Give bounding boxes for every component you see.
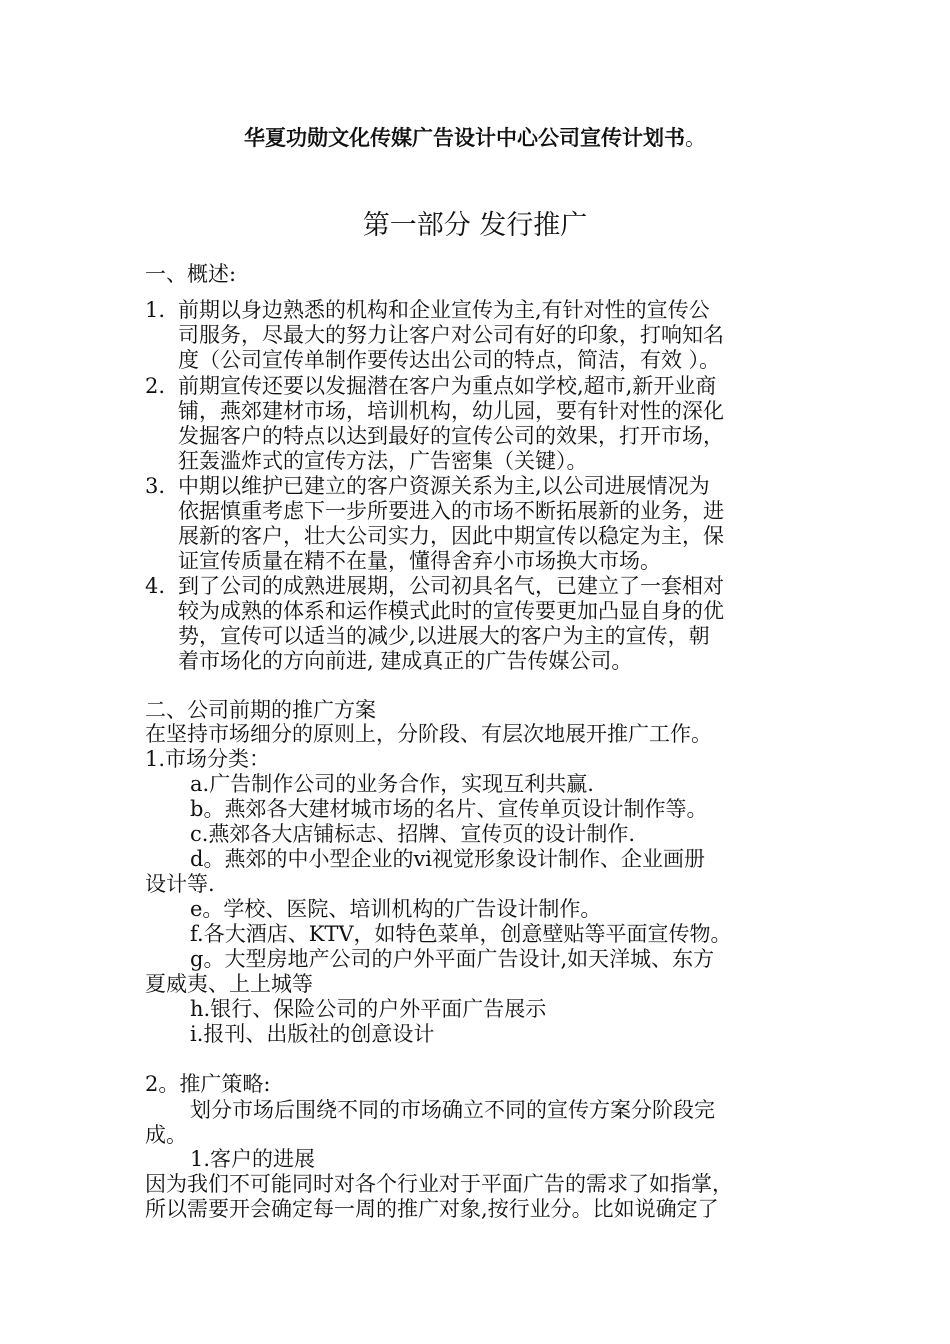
document-title bbox=[0, 122, 950, 152]
overview-item-number: 1. bbox=[145, 298, 166, 322]
market-item: i.报刊、出版社的创意设计 bbox=[190, 1022, 435, 1046]
overview-item-number: 4. bbox=[145, 574, 166, 598]
overview-item-line: 着市场化的方向前进, 建成真正的广告传媒公司。 bbox=[178, 649, 633, 673]
section2-principle: 在坚持市场细分的原则上，分阶段、有层次地展开推广工作。 bbox=[145, 722, 712, 746]
market-heading: 1.市场分类： bbox=[145, 747, 271, 771]
section2-heading: 二、公司前期的推广方案 bbox=[145, 698, 376, 722]
overview-item-line: 发掘客户的特点以达到最好的宣传公司的效果，打开市场， bbox=[178, 424, 724, 448]
overview-item-line: 依据慎重考虑下一步所要进入的市场不断拓展新的业务，进 bbox=[178, 499, 724, 523]
overview-item-line: 狂轰滥炸式的宣传方法，广告密集（关键）。 bbox=[178, 449, 588, 473]
strategy-line: 划分市场后围绕不同的市场确立不同的宣传方案分阶段完 bbox=[190, 1098, 715, 1122]
overview-item-line: 度（公司宣传单制作要传达出公司的特点，简洁，有效 ）。 bbox=[178, 348, 721, 372]
market-item: g。大型房地产公司的户外平面广告设计,如天洋城、东方 bbox=[190, 947, 715, 971]
overview-item-line: 中期以维护已建立的客户资源关系为主,以公司进展情况为 bbox=[178, 474, 710, 498]
client-heading: 1.客户的进展 bbox=[190, 1147, 316, 1171]
overview-item-line: 司服务，尽最大的努力让客户对公司有好的印象，打响知名 bbox=[178, 323, 724, 347]
overview-heading: 一、概述: bbox=[145, 262, 237, 286]
market-item: d。燕郊的中小型企业的vi视觉形象设计制作、企业画册 bbox=[190, 847, 706, 871]
overview-item-line: 到了公司的成熟进展期，公司初具名气，已建立了一套相对 bbox=[178, 574, 724, 598]
overview-item-number: 3. bbox=[145, 474, 166, 498]
overview-item-line: 证宣传质量在精不在量，懂得舍弃小市场换大市场。 bbox=[178, 549, 661, 573]
market-item: 夏威夷、上上城等 bbox=[145, 972, 313, 996]
strategy-heading: 2。推广策略: bbox=[145, 1072, 271, 1096]
market-item: b。燕郊各大建材城市场的名片、宣传单页设计制作等。 bbox=[190, 797, 708, 821]
overview-item-line: 前期以身边熟悉的机构和企业宣传为主,有针对性的宣传公 bbox=[178, 298, 710, 322]
market-item: e。学校、医院、培训机构的广告设计制作。 bbox=[190, 897, 602, 921]
client-line: 因为我们不可能同时对各个行业对于平面广告的需求了如指掌， bbox=[145, 1172, 733, 1196]
market-item: c.燕郊各大店铺标志、招牌、宣传页的设计制作. bbox=[190, 822, 636, 846]
market-item: a.广告制作公司的业务合作，实现互利共赢. bbox=[190, 772, 594, 796]
market-item: 设计等. bbox=[145, 872, 215, 896]
overview-item-line: 展新的客户，壮大公司实力，因此中期宣传以稳定为主，保 bbox=[178, 524, 724, 548]
overview-item-line: 前期宣传还要以发掘潜在客户为重点如学校,超市,新开业商 bbox=[178, 374, 717, 398]
client-line: 所以需要开会确定每一周的推广对象,按行业分。比如说确定了 bbox=[145, 1197, 719, 1221]
market-item: h.银行、保险公司的户外平面广告展示 bbox=[190, 997, 547, 1021]
overview-item-number: 2. bbox=[145, 374, 166, 398]
overview-item-line: 势，宣传可以适当的减少,以进展大的客户为主的宣传，朝 bbox=[178, 624, 710, 648]
document-title-period: 。 bbox=[685, 126, 706, 150]
document-title-text: 华夏功勋文化传媒广告设计中心公司宣传计划书 bbox=[244, 126, 685, 150]
part-heading: 第一部分 发行推广 bbox=[362, 210, 588, 241]
strategy-line: 成。 bbox=[145, 1123, 187, 1147]
market-item: f.各大酒店、KTV，如特色菜单，创意壁贴等平面宣传物。 bbox=[190, 922, 732, 946]
overview-item-line: 较为成熟的体系和运作模式此时的宣传要更加凸显自身的优 bbox=[178, 599, 724, 623]
overview-item-line: 铺，燕郊建材市场，培训机构，幼儿园，要有针对性的深化 bbox=[178, 399, 724, 423]
